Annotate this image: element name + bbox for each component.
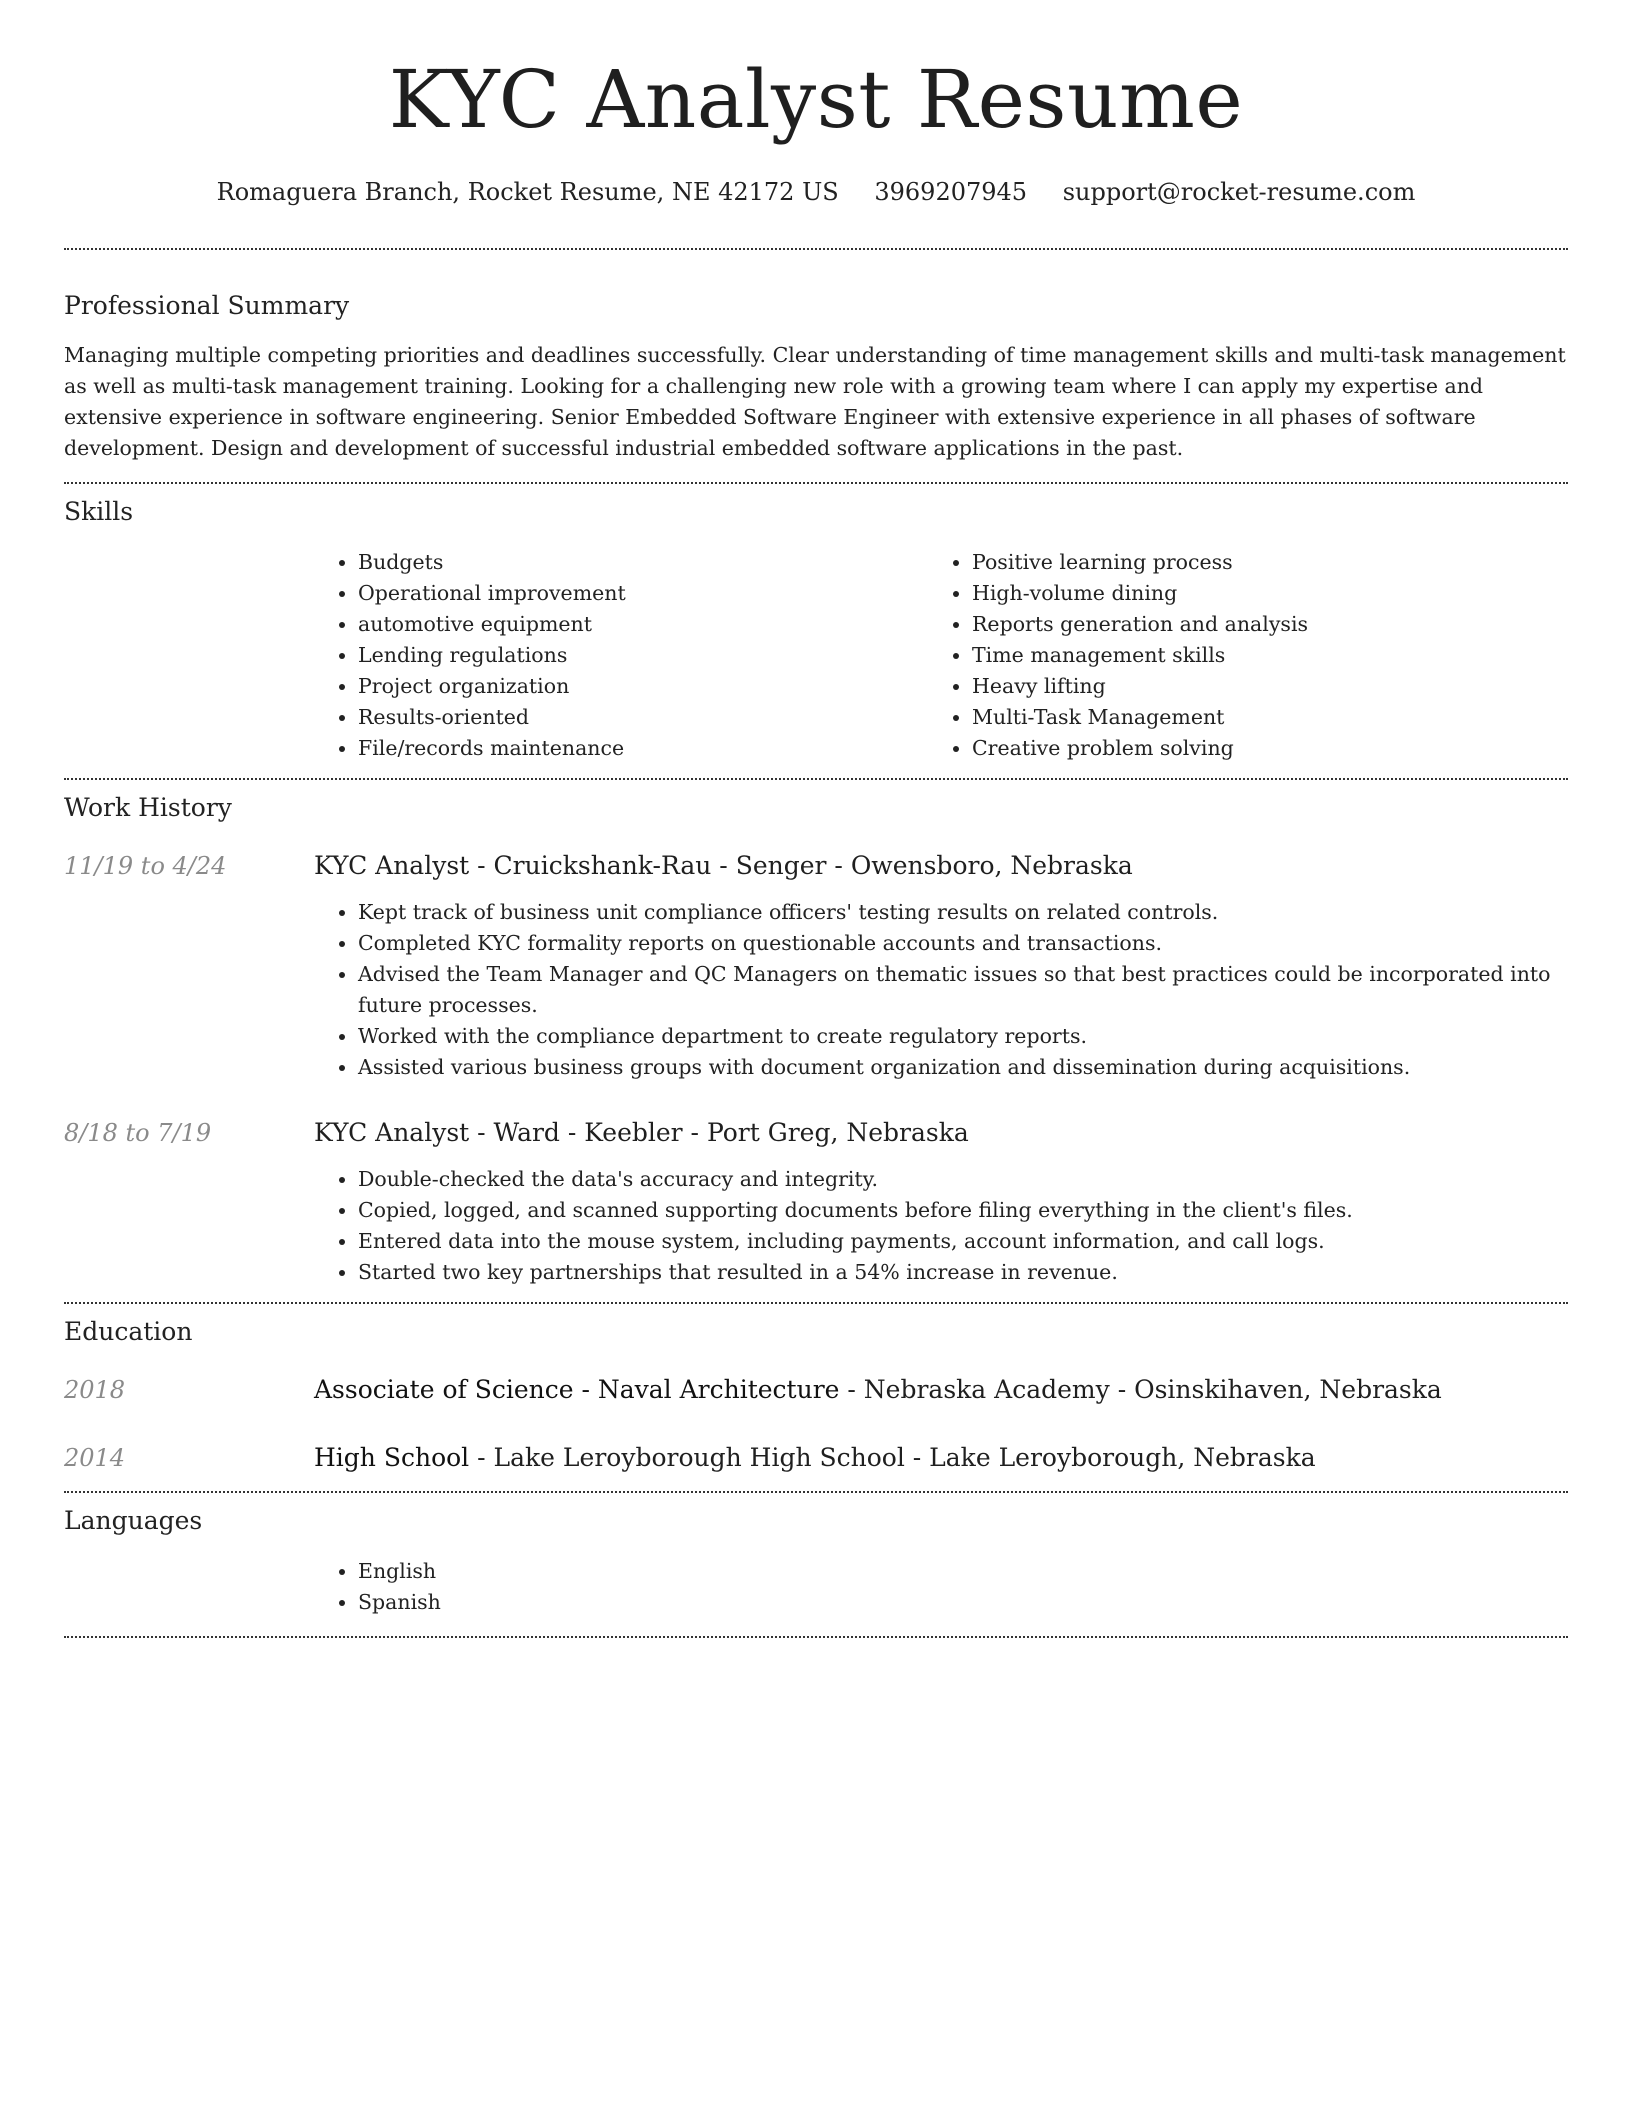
education-entry — [64, 1374, 1568, 1406]
education-title — [314, 1442, 1316, 1474]
job-bullet: • Copied, logged, and scanned supporting documents before filing everything in the client's files. — [358, 1195, 1568, 1226]
job-header — [64, 1117, 1568, 1149]
job-bullet: • Double-checked the data's accuracy and integrity. — [358, 1164, 1568, 1195]
work-heading: Work History — [64, 793, 232, 822]
skill-item: • Operational improvement — [358, 578, 928, 609]
languages-section — [64, 1505, 1568, 1618]
job-entry — [64, 1117, 1568, 1288]
job-bullet: • Worked with the compliance department to create regulatory reports. — [358, 1021, 1568, 1052]
divider — [64, 1491, 1568, 1493]
job-header — [64, 850, 1568, 882]
skills-section — [64, 496, 1568, 764]
page-title: KYC Analyst Resume — [388, 53, 1244, 146]
divider — [64, 248, 1568, 250]
job-bullet: • Entered data into the mouse system, including payments, account information, and call logs. — [358, 1226, 1568, 1257]
skill-item: • Budgets — [358, 547, 928, 578]
job-dates: 8/18 to 7/19 — [64, 1119, 212, 1147]
skill-item: • Project organization — [358, 671, 928, 702]
skills-columns — [314, 547, 1568, 764]
skill-item: • File/records maintenance — [358, 733, 928, 764]
education-year: 2014 — [64, 1444, 126, 1472]
divider — [64, 1636, 1568, 1638]
job-bullet: • Kept track of business unit compliance officers' testing results on related controls. — [358, 897, 1568, 928]
language-item: • English — [358, 1556, 1568, 1587]
contact-line — [64, 176, 1568, 208]
job-bullet: • Completed KYC formality reports on questionable accounts and transactions. — [358, 928, 1568, 959]
languages-list — [314, 1556, 1568, 1618]
education-entry — [64, 1442, 1568, 1474]
education-school: - Lake Leroyborough High School - Lake Leroyborough, Nebraska — [469, 1443, 1316, 1472]
skill-item: • Heavy lifting — [972, 671, 1542, 702]
contact-email: support@rocket-resume.com — [1062, 178, 1416, 206]
job-bullet: • Started two key partnerships that resulted in a 54% increase in revenue. — [358, 1257, 1568, 1288]
job-bullet: • Advised the Team Manager and QC Managers on thematic issues so that best practices could be incorporated into future processes. — [358, 959, 1568, 1021]
divider — [64, 778, 1568, 780]
divider — [64, 1302, 1568, 1304]
contact-address: Romaguera Branch, Rocket Resume, NE 42172 US — [216, 178, 839, 206]
job-bullets — [314, 897, 1568, 1083]
job-entry — [64, 850, 1568, 1083]
summary-heading: Professional Summary — [64, 291, 350, 320]
language-item: • Spanish — [358, 1587, 1568, 1618]
skill-item: • Time management skills — [972, 640, 1542, 671]
skill-item: • Creative problem solving — [972, 733, 1542, 764]
job-bullet: • Assisted various business groups with document organization and dissemination during acquisitions. — [358, 1052, 1568, 1083]
contact-phone: 3969207945 — [874, 178, 1028, 206]
skill-item: • Multi-Task Management — [972, 702, 1542, 733]
skill-item: • Results-oriented — [358, 702, 928, 733]
skill-item: • Lending regulations — [358, 640, 928, 671]
languages-heading: Languages — [64, 1506, 203, 1535]
skill-item: • automotive equipment — [358, 609, 928, 640]
job-dates: 11/19 to 4/24 — [64, 852, 227, 880]
work-section — [64, 792, 1568, 1288]
education-section — [64, 1316, 1568, 1474]
education-title — [314, 1374, 1442, 1406]
job-title: KYC Analyst - Ward - Keebler - Port Greg, Nebraska — [314, 1118, 969, 1147]
skill-item: • High-volume dining — [972, 578, 1542, 609]
divider — [64, 482, 1568, 484]
education-school: - Nebraska Academy - Osinskihaven, Nebraska — [839, 1375, 1442, 1404]
job-title: KYC Analyst - Cruickshank-Rau - Senger - Owensboro, Nebraska — [314, 851, 1133, 880]
skills-list-right — [928, 547, 1542, 764]
job-bullets — [314, 1164, 1568, 1288]
education-degree: High School — [314, 1443, 470, 1472]
summary-section — [64, 290, 1568, 464]
education-year: 2018 — [64, 1376, 126, 1404]
summary-text: Managing multiple competing priorities and deadlines successfully. Clear understanding of time management skills and multi-task management as well as multi-task management training. Looking for a challenging new role with a growing team where I can apply my expertise and extensive experience in software engineering. Senior Embedded Software Engineer with extensive experience in all phases of software development. Design and development of successful industrial embedded software applications in the past. — [64, 343, 1566, 460]
education-heading: Education — [64, 1317, 193, 1346]
skill-item: • Reports generation and analysis — [972, 609, 1542, 640]
skill-item: • Positive learning process — [972, 547, 1542, 578]
skills-list-left — [314, 547, 928, 764]
skills-heading: Skills — [64, 497, 134, 526]
education-degree: Associate of Science - Naval Architecture — [314, 1375, 840, 1404]
